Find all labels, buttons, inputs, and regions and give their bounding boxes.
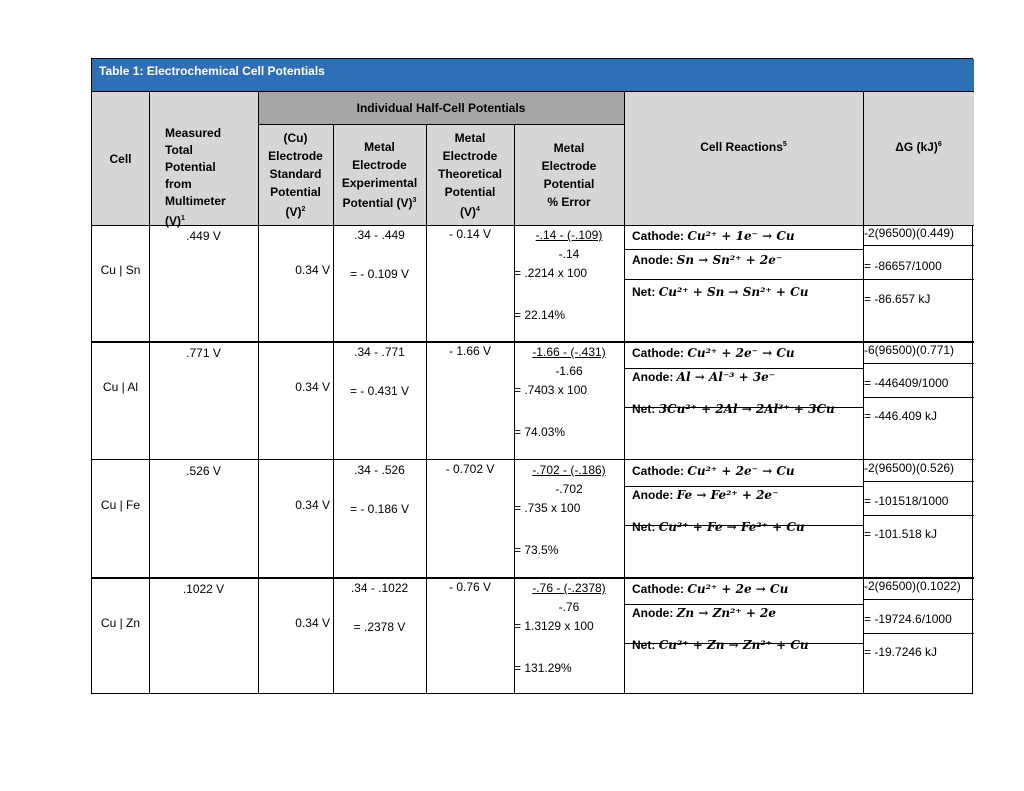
row-dg-calc: -2(96500)(0.1022) — [864, 579, 961, 593]
row-err-numerator: -.76 - (-.2378) — [532, 581, 606, 595]
row-cu-std: 0.34 V — [295, 616, 330, 630]
row-exp-calc: .34 - .526 — [354, 463, 405, 477]
row-theo: - 0.14 V — [448, 227, 492, 241]
row-measured: .771 V — [186, 346, 221, 360]
row-cu-std: 0.34 V — [295, 380, 330, 394]
row-exp-result: = - 0.186 V — [349, 502, 410, 516]
row-err-numerator: -.14 - (-.109) — [535, 228, 603, 242]
header-cu-std: (Cu) Electrode Standard Potential $(V)^2$ — [268, 130, 323, 219]
row-measured: .1022 V — [182, 582, 225, 596]
row-exp-calc: .34 - .449 — [354, 228, 405, 242]
row-theo: - 1.66 V — [448, 344, 492, 358]
row-exp-result: = .2378 V — [353, 620, 406, 634]
row-dg-ratio: = -101518/1000 — [864, 494, 949, 508]
row-dg-result: = -19.7246 kJ — [864, 645, 938, 659]
row-theo: - 0.76 V — [448, 580, 492, 594]
row-measured: .526 V — [186, 464, 221, 478]
row-err-percent: = 131.29% — [514, 661, 572, 675]
row-cathode: Cathode: Cu²⁺ + 2e → Cu — [632, 582, 789, 596]
row-err-ratio: = .2214 x 100 — [514, 266, 588, 280]
row-cu-std: 0.34 V — [295, 263, 330, 277]
row-exp-result: = - 0.109 V — [349, 267, 410, 281]
row-exp-calc: .34 - .771 — [354, 345, 405, 359]
row-err-ratio: = .7403 x 100 — [514, 383, 588, 397]
row-net: Net: Cu²⁺ + Sn → Sn²⁺ + Cu — [632, 285, 809, 299]
header-exp: Metal Electrode Experimental Potential $(V)^3$ — [341, 139, 418, 210]
cell-potentials-table — [91, 58, 973, 694]
row-net: Net: 3Cu²⁺ + 2Al → 2Al³⁺ + 3Cu — [632, 402, 835, 416]
row-err-denominator: -.76 — [558, 600, 580, 614]
row-err-numerator: -1.66 - (-.431) — [532, 345, 606, 359]
header-group: Individual Half-Cell Potentials — [356, 101, 526, 115]
row-cell: Cu | Sn — [100, 263, 141, 277]
header-dg: ΔG (kJ)$^6$ — [895, 139, 942, 154]
row-dg-ratio: = -86657/1000 — [864, 259, 942, 273]
row-theo: - 0.702 V — [445, 462, 495, 476]
header-cell: Cell — [109, 151, 132, 166]
row-err-denominator: -.702 — [555, 482, 583, 496]
row-err-denominator: -.14 — [558, 247, 580, 261]
row-cu-std: 0.34 V — [295, 498, 330, 512]
row-dg-calc: -6(96500)(0.771) — [864, 343, 955, 357]
header-theo: Metal Electrode Theoretical Potential $(V)^4$ — [437, 130, 503, 219]
row-anode: Anode: Zn → Zn²⁺ + 2e — [632, 606, 777, 620]
row-err-percent: = 22.14% — [514, 308, 566, 322]
row-err-denominator: -1.66 — [555, 364, 583, 378]
header-err: Metal Electrode Potential % Error — [541, 140, 597, 209]
row-anode: Anode: Al → Al⁻³ + 3e⁻ — [632, 370, 776, 384]
row-measured: .449 V — [186, 229, 221, 243]
row-err-percent: = 73.5% — [514, 543, 559, 557]
row-cell: Cu | Al — [102, 380, 139, 394]
row-exp-calc: .34 - .1022 — [350, 581, 409, 595]
row-dg-calc: -2(96500)(0.526) — [864, 461, 955, 475]
row-dg-calc: -2(96500)(0.449) — [864, 226, 955, 240]
row-dg-result: = -446.409 kJ — [864, 409, 938, 423]
row-dg-ratio: = -19724.6/1000 — [864, 612, 952, 626]
row-cathode: Cathode: Cu²⁺ + 2e⁻ → Cu — [632, 464, 795, 478]
row-err-ratio: = .735 x 100 — [514, 501, 581, 515]
table-title: Table 1: Electrochemical Cell Potentials — [92, 59, 974, 92]
row-cathode: Cathode: Cu²⁺ + 2e⁻ → Cu — [632, 346, 795, 360]
row-cell: Cu | Fe — [100, 498, 141, 512]
header-measured: Measured Total Potential from Multimeter $(V)^1$ — [165, 126, 226, 228]
header-reactions: Cell Reactions$^5$ — [700, 139, 787, 154]
row-exp-result: = - 0.431 V — [349, 384, 410, 398]
row-net: Net: Cu²⁺ + Fe → Fe²⁺ + Cu — [632, 520, 805, 534]
row-anode: Anode: Sn → Sn²⁺ + 2e⁻ — [632, 253, 783, 267]
row-err-percent: = 74.03% — [514, 425, 566, 439]
row-cell: Cu | Zn — [100, 616, 141, 630]
row-err-numerator: -.702 - (-.186) — [532, 463, 606, 477]
row-dg-result: = -101.518 kJ — [864, 527, 938, 541]
row-net: Net: Cu²⁺ + Zn → Zn²⁺ + Cu — [632, 638, 809, 652]
row-dg-ratio: = -446409/1000 — [864, 376, 949, 390]
row-cathode: Cathode: Cu²⁺ + 1e⁻ → Cu — [632, 229, 795, 243]
row-anode: Anode: Fe → Fe²⁺ + 2e⁻ — [632, 488, 779, 502]
row-dg-result: = -86.657 kJ — [864, 292, 931, 306]
row-err-ratio: = 1.3129 x 100 — [514, 619, 594, 633]
